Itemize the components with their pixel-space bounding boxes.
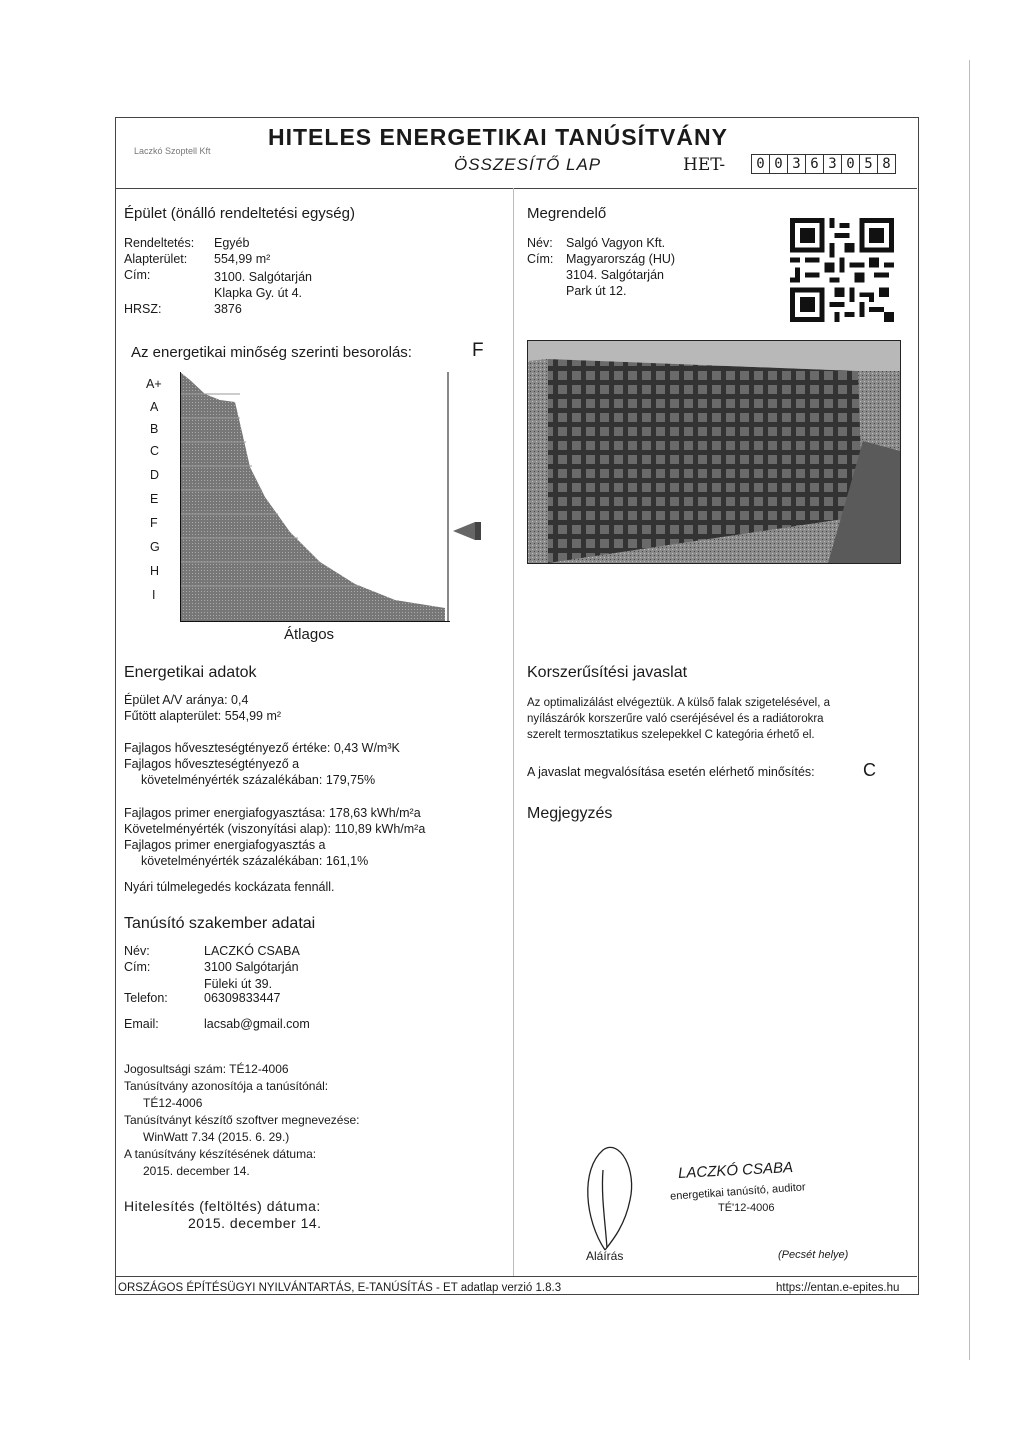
area-value: 554,99 m² (214, 252, 271, 266)
class-indicator-arrow-icon (453, 520, 483, 542)
class-label: I (152, 588, 156, 602)
heat-transfer-req-1: Fajlagos hőveszteségtényező a (124, 757, 300, 771)
address-line2: Klapka Gy. út 4. (214, 286, 303, 300)
date-value: 2015. december 14. (143, 1164, 250, 1178)
certifier-address-line1: 3100 Salgótarján (204, 960, 299, 974)
hrsz-value: 3876 (214, 302, 242, 316)
client-address-line2: 3104. Salgótarján (566, 268, 664, 282)
note-heading: Megjegyzés (527, 805, 613, 822)
recommendation-line1: Az optimalizálást elvégeztük. A külső falak szigetelésével, a (527, 697, 830, 709)
certifier-name-label: Név: (124, 944, 150, 958)
certifier-address-line2: Füleki út 39. (204, 977, 273, 991)
footer-left: ORSZÁGOS ÉPÍTÉSÜGYI NYILVÁNTARTÁS, E-TANÚSÍTÁS - ET adatlap verzió 1.8.3 (118, 1282, 562, 1294)
certifier-name-value: LACZKÓ CSABA (204, 944, 300, 958)
recommendation-result-label: A javaslat megvalósítása esetén elérhető minősítés: (527, 765, 815, 779)
heat-transfer-req-2: követelményérték százalékában: 179,75% (141, 773, 376, 787)
class-label: H (150, 564, 160, 578)
stamp-place: (Pecsét helye) (778, 1249, 849, 1261)
area-label: Alapterület: (124, 252, 188, 266)
certifier-email-label: Email: (124, 1017, 159, 1031)
footer-right: https://entan.e-epites.hu (776, 1282, 900, 1294)
het-digit: 6 (805, 154, 824, 174)
recommendation-line3: szerelt termosztatikus szelepekkel C kategória érhető el. (527, 729, 815, 741)
auth-label: Hitelesítés (feltöltés) dátuma: (124, 1198, 321, 1214)
software-label: Tanúsítványt készítő szoftver megnevezése: (124, 1113, 360, 1127)
hrsz-label: HRSZ: (124, 302, 162, 316)
primary-pct-2: követelményérték százalékában: 161,1% (141, 854, 369, 868)
av-ratio: Épület A/V aránya: 0,4 (124, 693, 249, 707)
stamp-id: TÉ'12-4006 (718, 1202, 775, 1214)
certifier-email-value: lacsab@gmail.com (204, 1017, 310, 1031)
het-number (752, 154, 896, 174)
stamp-name: LACZKÓ CSABA (677, 1159, 794, 1182)
het-digit: 0 (841, 154, 860, 174)
class-label: F (150, 516, 158, 530)
recommendation-line2: nyílászárók korszerűre való cseréjésével és a radiátorokra (527, 713, 824, 725)
class-label: A+ (146, 377, 162, 391)
client-address-label: Cím: (527, 252, 554, 266)
qr-code-icon (790, 218, 894, 322)
classification-label: Az energetikai minőség szerinti besorolás: (131, 344, 412, 361)
classification-graphic (180, 372, 450, 622)
recommendation-result-value: C (863, 760, 876, 780)
certifier-phone-value: 06309833447 (204, 991, 281, 1005)
summer-overheating: Nyári túlmelegedés kockázata fennáll. (124, 880, 335, 894)
purpose-label: Rendeltetés: (124, 236, 195, 250)
heat-transfer: Fajlagos hőveszteségtényező értéke: 0,43 W/m³K (124, 741, 400, 755)
requirement-value: Követelményérték (viszonyítási alap): 110,89 kWh/m²a (124, 822, 426, 836)
building-heading: Épület (önálló rendeltetési egység) (124, 205, 355, 222)
client-name-label: Név: (527, 236, 553, 250)
scan-edge-line (969, 60, 970, 1360)
het-digit: 0 (751, 154, 770, 174)
license-line: Jogosultsági szám: TÉ12-4006 (124, 1062, 289, 1076)
client-name-value: Salgó Vagyon Kft. (566, 236, 666, 250)
date-label: A tanúsítvány készítésének dátuma: (124, 1147, 317, 1161)
het-digit: 5 (859, 154, 878, 174)
client-address-line3: Park út 12. (566, 284, 627, 298)
header-divider (115, 188, 917, 189)
signature-label: Aláírás (586, 1249, 624, 1263)
auth-value: 2015. december 14. (188, 1215, 322, 1231)
cert-id-value: TÉ12-4006 (143, 1096, 203, 1110)
certificate-subtitle: ÖSSZESÍTŐ LAP (454, 155, 602, 174)
classification-value: F (472, 340, 484, 361)
het-label: HET- (683, 155, 726, 175)
client-heading: Megrendelő (527, 205, 607, 222)
issuer-text: Laczkó Szoptell Kft (134, 146, 211, 156)
client-address-line1: Magyarország (HU) (566, 252, 676, 266)
class-label: C (150, 444, 160, 458)
footer-divider (115, 1276, 917, 1277)
stamp-role: energetikai tanúsító, auditor (669, 1181, 807, 1203)
certifier-phone-label: Telefon: (124, 991, 168, 1005)
energy-data-heading: Energetikai adatok (124, 664, 257, 681)
class-label: A (150, 400, 159, 414)
address-label: Cím: (124, 268, 151, 282)
het-digit: 8 (877, 154, 896, 174)
class-label: E (150, 492, 159, 506)
software-value: WinWatt 7.34 (2015. 6. 29.) (143, 1130, 290, 1144)
certificate-title: HITELES ENERGETIKAI TANÚSÍTVÁNY (268, 124, 728, 150)
primary-pct-1: Fajlagos primer energiafogyasztás a (124, 838, 326, 852)
heated-area: Fűtött alapterület: 554,99 m² (124, 709, 282, 723)
certifier-address-label: Cím: (124, 960, 151, 974)
address-line1: 3100. Salgótarján (214, 270, 312, 284)
column-divider (513, 188, 514, 1276)
primary-energy: Fajlagos primer energiafogyasztása: 178,63 kWh/m²a (124, 806, 421, 820)
handwritten-signature (575, 1140, 645, 1255)
class-label: G (150, 540, 160, 554)
het-digit: 3 (823, 154, 842, 174)
purpose-value: Egyéb (214, 236, 250, 250)
cert-id-label: Tanúsítvány azonosítója a tanúsítónál: (124, 1079, 329, 1093)
certifier-heading: Tanúsító szakember adatai (124, 915, 316, 932)
average-label: Átlagos (284, 626, 335, 643)
het-digit: 0 (769, 154, 788, 174)
het-digit: 3 (787, 154, 806, 174)
building-photo (527, 340, 901, 564)
recommendation-heading: Korszerűsítési javaslat (527, 664, 688, 681)
class-label: D (150, 468, 160, 482)
class-label: B (150, 422, 159, 436)
